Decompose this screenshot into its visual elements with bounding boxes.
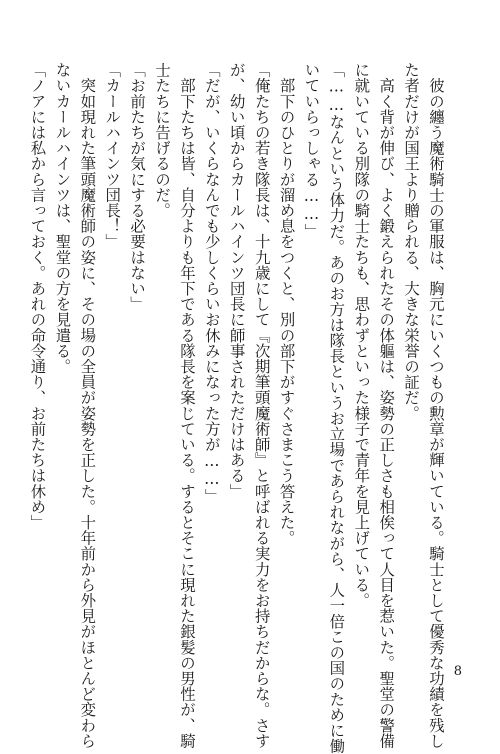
text-line: 「だが、いくらなんでも少しくらいお休みになった方が……」 (202, 62, 221, 504)
text-line: 「ノアには私から言っておく。あれの命令通り、お前たちは休め」 (28, 62, 47, 530)
page-number: 8 (453, 664, 462, 679)
text-line: が、幼い頃からカールハインツ団長に師事されただけはある」 (227, 62, 246, 499)
text-line: 突如現れた筆頭魔術師の姿に、その場の全員が姿勢を正した。十年前から外見がほとんど変わら (78, 62, 97, 749)
text-line: 高く背が伸び、よく鍛えられたその体軀は、姿勢の正しさも相俟って人目を惹いた。聖堂の警備 (377, 62, 396, 749)
text-line: 部下のひとりが溜め息をつくと、別の部下がすぐさまこう答えた。 (277, 62, 296, 546)
text-line: た者だけが国王より贈られる、大きな栄誉の証だ。 (402, 62, 421, 421)
text-line: いていらっしゃる……」 (302, 62, 321, 239)
text-line: 士たちに告げるのだ。 (153, 62, 172, 218)
text-line: 「……なんという体力だ。あのお方は隊長というお立場であられながら、人一倍この国のために働 (327, 62, 346, 754)
text-line: ないカールハインツは、聖堂の方を見遣る。 (53, 62, 72, 374)
text-line: 彼の纏う魔術騎士の軍服は、胸元にいくつもの勲章が輝いている。騎士として優秀な功績を残し (427, 62, 445, 749)
text-line: 部下たちは皆、自分よりも年下である隊長を案じている。するとそこに現れた銀髪の男性が、騎 (177, 62, 196, 749)
text-line: 「俺たちの若き隊長は、十九歳にして『次期筆頭魔術師』と呼ばれる実力をお持ちだからな。さす (252, 62, 271, 749)
text-line: 「カールハインツ団長！」 (103, 62, 122, 250)
text-line: に就いている別隊の騎士たちも、思わずといった様子で青年を見上げている。 (352, 62, 371, 608)
text-line: 「お前たちが気にする必要はない」 (128, 62, 147, 312)
body-text (25, 62, 448, 754)
